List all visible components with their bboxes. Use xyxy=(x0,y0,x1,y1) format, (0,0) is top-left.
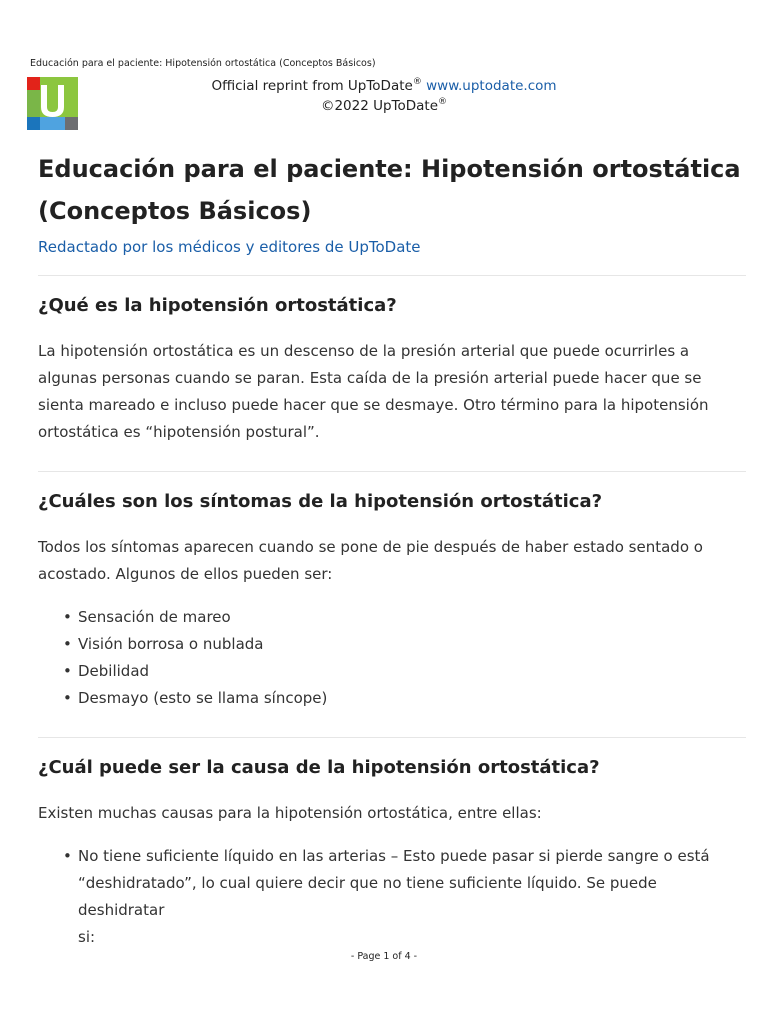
list-item-line: No tiene suficiente líquido en las arterias – Esto puede pasar si pierde sangre o está xyxy=(78,847,710,865)
article-title-line-1: Educación para el paciente: Hipotensión ortostática xyxy=(38,155,741,183)
article-title-line-2: (Conceptos Básicos) xyxy=(38,197,312,225)
paragraph-line: Todos los síntomas aparecen cuando se pone de pie después de haber estado sentado o xyxy=(38,538,703,556)
section-heading: ¿Cuál puede ser la causa de la hipotensión ortostática? xyxy=(38,757,600,778)
reprint-line xyxy=(0,76,768,96)
paragraph-line: La hipotensión ortostática es un descenso de la presión arterial que puede ocurrirles a xyxy=(38,342,690,360)
section-symptoms xyxy=(38,489,746,712)
registered-mark: ® xyxy=(412,77,422,87)
reprint-prefix: Official reprint from UpToDate xyxy=(211,78,413,94)
list-item-line: si: xyxy=(78,928,96,946)
paragraph-line: ortostática es “hipotensión postural”. xyxy=(38,423,320,441)
article xyxy=(38,148,746,951)
section-causes xyxy=(38,755,746,951)
copyright-registered-mark: ® xyxy=(438,97,448,107)
paragraph-line: Existen muchas causas para la hipotensión ortostática, entre ellas: xyxy=(38,804,542,822)
section-heading: ¿Qué es la hipotensión ortostática? xyxy=(38,295,397,316)
copyright-line xyxy=(0,96,768,116)
list-item xyxy=(78,843,746,951)
uptodate-link[interactable]: www.uptodate.com xyxy=(426,78,557,94)
list-item: • Visión borrosa o nublada xyxy=(78,631,746,658)
byline[interactable]: Redactado por los médicos y editores de UpToDate xyxy=(38,238,421,256)
copyright-text: ©2022 UpToDate xyxy=(320,98,439,114)
list-item: • Debilidad xyxy=(78,658,746,685)
section-paragraph xyxy=(38,534,746,588)
section-paragraph xyxy=(38,338,746,446)
list-item-line: “deshidratado”, lo cual quiere decir que no tiene suficiente líquido. Se puede deshidratar xyxy=(78,874,657,919)
article-title xyxy=(38,148,746,232)
reprint-notice xyxy=(0,76,768,116)
section-paragraph xyxy=(38,800,746,827)
list-item: • Desmayo (esto se llama síncope) xyxy=(78,685,746,712)
page-footer: - Page 1 of 4 - xyxy=(350,951,418,962)
paragraph-line: acostado. Algunos de ellos pueden ser: xyxy=(38,565,333,583)
causes-list xyxy=(38,843,746,951)
paragraph-line: sienta mareado e incluso puede hacer que se desmaye. Otro término para la hipotensión xyxy=(38,396,709,414)
section-what-is xyxy=(38,293,746,446)
list-item: • Sensación de mareo xyxy=(78,604,746,631)
paragraph-line: algunas personas cuando se paran. Esta caída de la presión arterial puede hacer que se xyxy=(38,369,702,387)
symptoms-list xyxy=(38,604,746,712)
section-heading: ¿Cuáles son los síntomas de la hipotensión ortostática? xyxy=(38,491,603,512)
running-header: Educación para el paciente: Hipotensión ortostática (Conceptos Básicos) xyxy=(30,58,376,69)
